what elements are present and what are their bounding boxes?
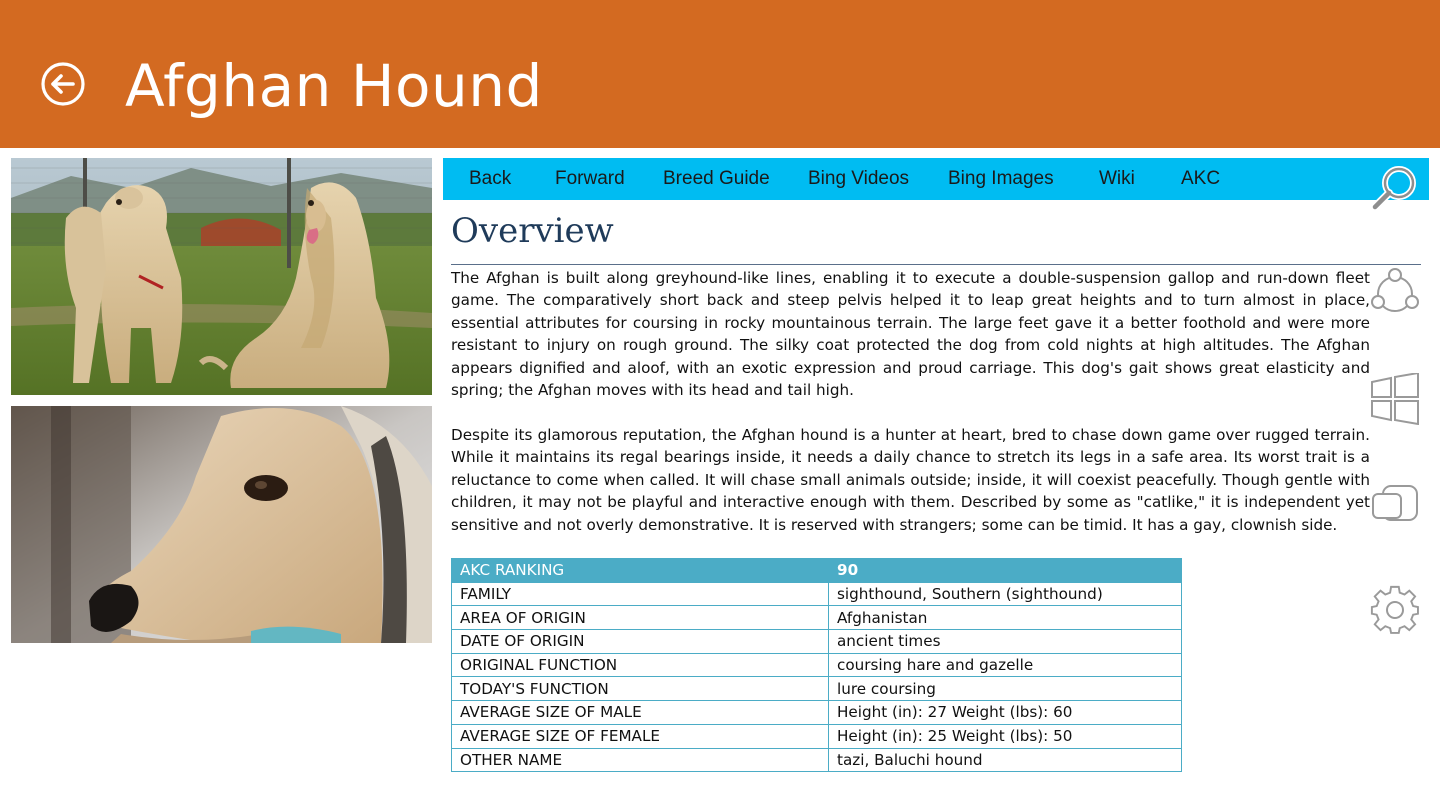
back-button[interactable] (40, 61, 86, 107)
fact-label: AREA OF ORIGIN (452, 606, 829, 630)
nav-bing-videos-link[interactable]: Bing Videos (808, 168, 910, 189)
settings-icon (1369, 584, 1421, 636)
navigation-bar (443, 158, 1429, 200)
overview-heading: Overview (451, 211, 614, 251)
table-row (452, 559, 1182, 583)
start-charm[interactable] (1369, 373, 1421, 425)
fact-label: ORIGINAL FUNCTION (452, 653, 829, 677)
table-row (452, 748, 1182, 772)
nav-akc-link[interactable]: AKC (1181, 168, 1221, 189)
heading-divider (451, 264, 1421, 265)
table-row (452, 653, 1182, 677)
table-row (452, 724, 1182, 748)
fact-value: coursing hare and gazelle (829, 653, 1182, 677)
afghan-hounds-pair-photo (11, 158, 432, 395)
page-title: Afghan Hound (125, 52, 543, 120)
fact-value: ancient times (829, 630, 1182, 654)
nav-forward-link[interactable]: Forward (555, 168, 625, 189)
fact-value: Height (in): 25 Weight (lbs): 50 (829, 724, 1182, 748)
afghan-hound-closeup-photo (11, 406, 432, 643)
devices-icon (1369, 478, 1421, 530)
start-icon (1369, 373, 1421, 425)
nav-wiki-link[interactable]: Wiki (1099, 168, 1135, 189)
table-row (452, 677, 1182, 701)
table-row (452, 630, 1182, 654)
app-header (0, 0, 1440, 148)
overview-paragraph-2: Despite its glamorous reputation, the Afghan hound is a hunter at heart, bred to chase down game over rugged terrain. While it maintains its regal bearings inside, it needs a daily chance to stretch its legs in a safe area. Its worst trait is a reluctance to come when called. It will chase small animals outside; inside, it will coexist peacefully. Though gentle with children, it may not be playful and interactive enough with them. Described by some as "catlike," it is independent yet sensitive and not overly demonstrative. It is reserved with strangers; some can be timid. It has a gay, clownish side. (451, 426, 1370, 534)
fact-value: 90 (829, 559, 1182, 583)
table-row (452, 582, 1182, 606)
fact-label: DATE OF ORIGIN (452, 630, 829, 654)
overview-paragraph-1: The Afghan is built along greyhound-like lines, enabling it to execute a double-suspension gallop and run-down fleet game. The comparatively short back and steep pelvis helped it to leap great heights and to turn almost in place, essential attributes for coursing in rocky mountainous terrain. The large feet gave it a better foothold and were more resistant to injury on rough ground. The silky coat protected the dog from cold nights at high altitudes. The Afghan appears dignified and aloof, with an exotic expression and proud carriage. This dog's gait shows great elasticity and spring; the Afghan moves with its head and tail high. (451, 269, 1370, 400)
nav-breed-guide-link[interactable]: Breed Guide (663, 168, 770, 189)
fact-label: FAMILY (452, 582, 829, 606)
share-icon (1369, 268, 1421, 320)
nav-back-link[interactable]: Back (469, 168, 512, 189)
table-row (452, 701, 1182, 725)
fact-value: lure coursing (829, 677, 1182, 701)
search-charm[interactable] (1370, 162, 1422, 214)
back-arrow-icon (40, 61, 86, 107)
search-icon (1370, 162, 1422, 214)
fact-label: AKC RANKING (452, 559, 829, 583)
fact-value: Afghanistan (829, 606, 1182, 630)
share-charm[interactable] (1369, 268, 1421, 320)
fact-label: AVERAGE SIZE OF MALE (452, 701, 829, 725)
fact-value: sighthound, Southern (sighthound) (829, 582, 1182, 606)
fact-label: AVERAGE SIZE OF FEMALE (452, 724, 829, 748)
table-row (452, 606, 1182, 630)
settings-charm[interactable] (1369, 584, 1421, 636)
fact-value: tazi, Baluchi hound (829, 748, 1182, 772)
nav-bing-images-link[interactable]: Bing Images (948, 168, 1054, 189)
devices-charm[interactable] (1369, 478, 1421, 530)
fact-value: Height (in): 27 Weight (lbs): 60 (829, 701, 1182, 725)
fact-label: OTHER NAME (452, 748, 829, 772)
fact-label: TODAY'S FUNCTION (452, 677, 829, 701)
breed-facts-table (451, 558, 1182, 772)
